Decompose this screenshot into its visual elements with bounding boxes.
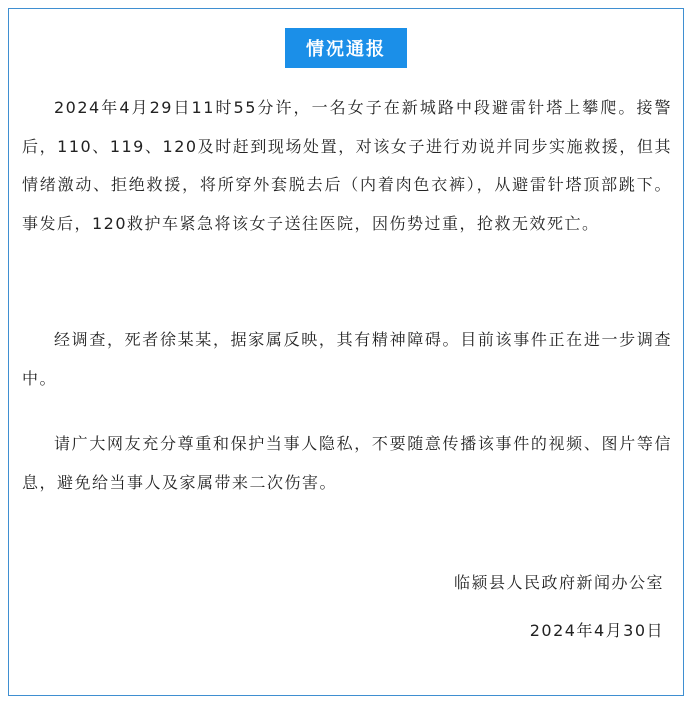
paragraph-incident: 2024年4月29日11时55分许，一名女子在新城路中段避雷针塔上攀爬。接警后，110、119、120及时赶到现场处置，对该女子进行劝说并同步实施救援，但其情绪激动、拒绝救援，将所穿外套脱去后（内着肉色衣裤），从避雷针塔顶部跳下。事发后，120救护车紧急将该女子送往医院，因伤势过重，抢救无效死亡。 [22,98,672,233]
issue-date: 2024年4月30日 [529,621,664,640]
paragraph-investigation: 经调查，死者徐某某，据家属反映，其有精神障碍。目前该事件正在进一步调查中。 [22,330,672,388]
paragraph-privacy-appeal: 请广大网友充分尊重和保护当事人隐私，不要随意传播该事件的视频、图片等信息，避免给当事人及家属带来二次伤害。 [22,434,672,492]
notice-title: 情况通报 [285,28,407,68]
issuer-signature: 临颍县人民政府新闻办公室 [453,573,664,592]
